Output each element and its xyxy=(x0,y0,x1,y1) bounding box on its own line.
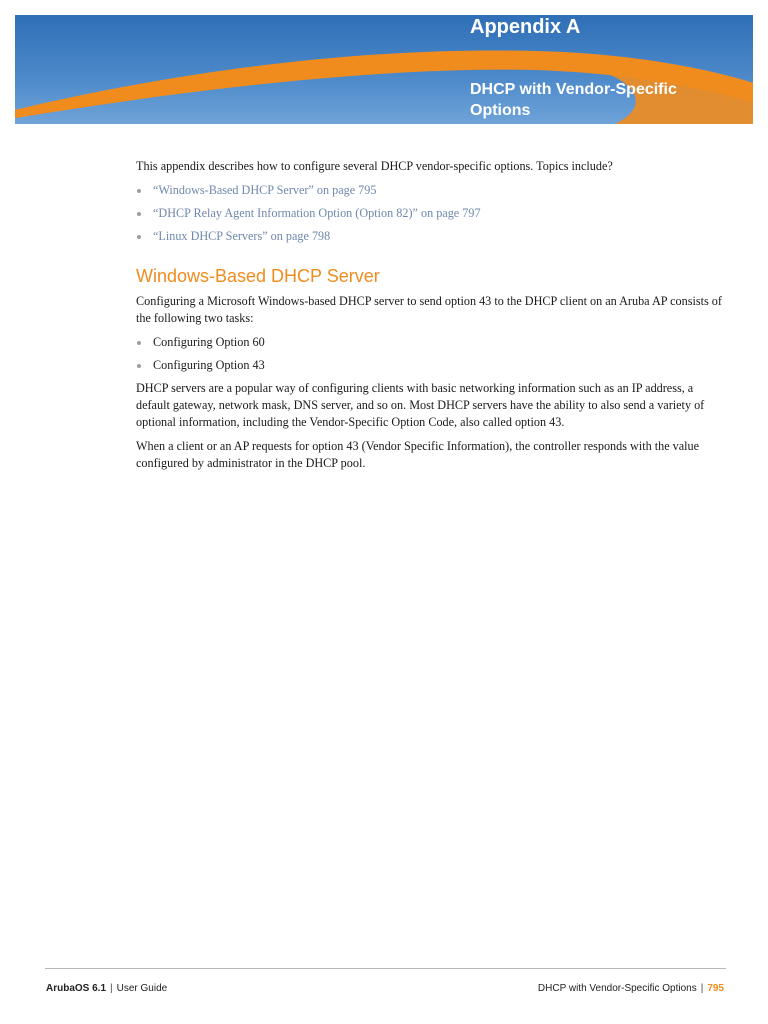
footer-chapter: DHCP with Vendor-Specific Options xyxy=(537,983,697,994)
bullet-icon xyxy=(137,341,141,345)
topic-list xyxy=(136,182,726,245)
section-paragraph-2: DHCP servers are a popular way of configuring clients with basic networking information such as an IP address, a default gateway, network mask, DNS server, and so on. Most DHCP servers have the ability to also send a variety of optional information, including the Vendor-Specific Option Code, also called option 43. xyxy=(136,381,705,429)
appendix-label: Appendix A xyxy=(470,16,581,38)
footer-left xyxy=(46,983,167,994)
page-number: 795 xyxy=(707,983,724,994)
topic-link-relay-agent[interactable]: “DHCP Relay Agent Information Option (Option 82)” on page 797 xyxy=(153,206,481,220)
footer-separator: | xyxy=(110,983,113,994)
bullet-icon xyxy=(137,212,141,216)
intro-paragraph: This appendix describes how to configure several DHCP vendor-specific options. Topics include? xyxy=(136,159,613,173)
topic-item xyxy=(136,205,726,222)
section-paragraph-3: When a client or an AP requests for option 43 (Vendor Specific Information), the controller responds with the value configured by administrator in the DHCP pool. xyxy=(136,439,700,470)
chapter-title: DHCP with Vendor-Specific Options xyxy=(470,81,677,119)
task-label: Configuring Option 60 xyxy=(153,335,265,349)
task-item xyxy=(136,334,726,351)
task-item xyxy=(136,357,726,374)
topic-item xyxy=(136,228,726,245)
footer-product: ArubaOS 6.1 xyxy=(46,983,107,994)
bullet-icon xyxy=(137,364,141,368)
topic-item xyxy=(136,182,726,199)
footer-separator: | xyxy=(700,983,704,994)
footer-divider xyxy=(45,968,726,969)
task-list xyxy=(136,334,726,374)
task-label: Configuring Option 43 xyxy=(153,358,265,372)
bullet-icon xyxy=(137,189,141,193)
section-heading: Windows-Based DHCP Server xyxy=(136,266,380,286)
footer-guide: User Guide xyxy=(116,983,168,994)
topic-link-windows-dhcp[interactable]: “Windows-Based DHCP Server” on page 795 xyxy=(153,183,377,197)
section-paragraph-1: Configuring a Microsoft Windows-based DHCP server to send option 43 to the DHCP client on an Aruba AP consists of the following two tasks: xyxy=(136,294,722,325)
bullet-icon xyxy=(137,235,141,239)
footer-right xyxy=(538,983,724,994)
page-content xyxy=(136,158,726,479)
topic-link-linux-dhcp[interactable]: “Linux DHCP Servers” on page 798 xyxy=(153,229,331,243)
